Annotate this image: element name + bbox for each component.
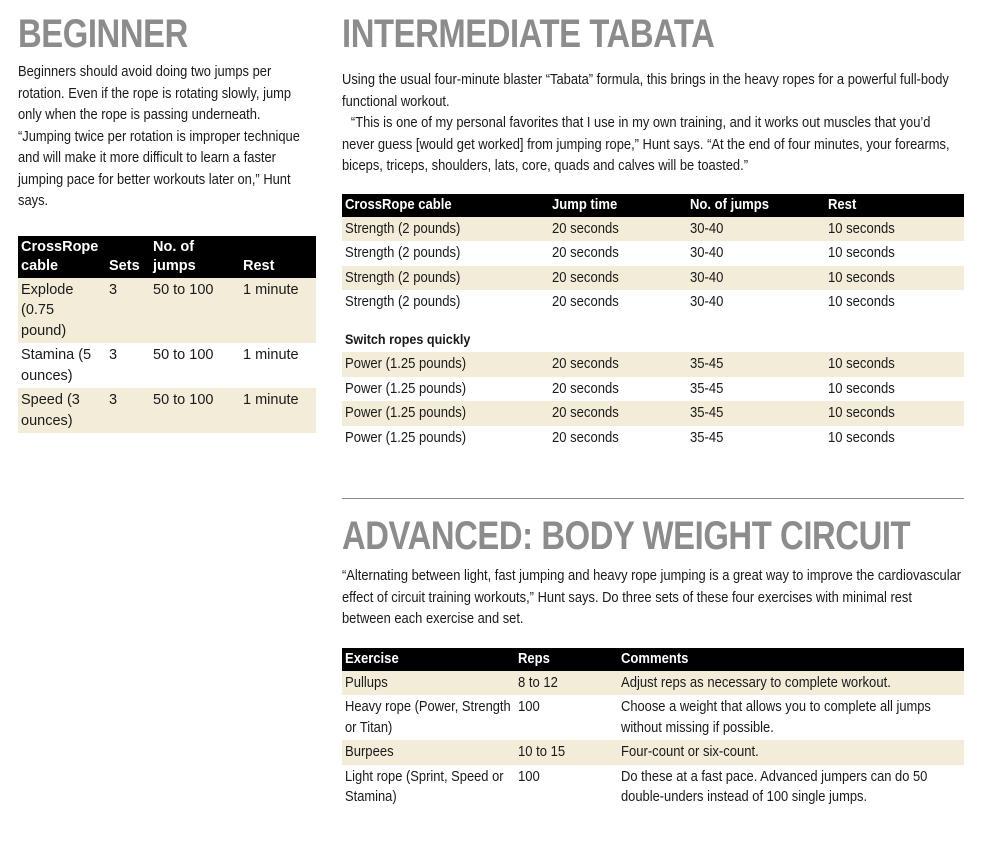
header-cell: Rest — [240, 236, 316, 278]
table-cell: 10 seconds — [828, 245, 895, 261]
table-row — [342, 290, 964, 315]
table-cell: Explode (0.75 pound) — [18, 278, 106, 344]
table-cell: Light rope (Sprint, Speed or Stamina) — [345, 768, 504, 805]
beginner-table — [18, 236, 316, 434]
table-cell: 10 seconds — [828, 380, 895, 397]
advanced-body — [342, 566, 964, 631]
intermediate-para2-text: “This is one of my personal favorites that I use in my own training, and it works out muscles that you’d never guess [would get worked] from jumping rope,” Hunt says. “At the end of four minutes, your forearms, biceps, triceps, shoulders, lats, core, quads and calves will be toasted.” — [342, 115, 950, 174]
intermediate-para1-text: Using the usual four-minute blaster “Tabata” formula, this brings in the heavy ropes for a powerful full-body functional workout. — [342, 72, 949, 110]
beginner-table-header — [18, 236, 316, 278]
beginner-section — [18, 10, 316, 433]
table-cell: Pullups — [342, 671, 515, 696]
table-row — [342, 352, 964, 377]
beginner-body — [18, 62, 316, 213]
table-cell: 30-40 — [690, 294, 724, 310]
header-cell: Jump time — [549, 194, 687, 217]
table-cell: Power (1.25 pounds) — [345, 380, 467, 397]
table-cell: 3 — [106, 388, 150, 433]
table-cell: Power (1.25 pounds) — [342, 401, 549, 426]
table-cell: 10 to 15 — [515, 740, 618, 765]
table-row — [342, 266, 964, 291]
table-cell: Stamina (5 ounces) — [21, 347, 92, 384]
intermediate-section — [342, 10, 964, 450]
table-row — [342, 377, 964, 402]
table-cell: 30-40 — [687, 217, 825, 242]
table-cell: 20 seconds — [552, 380, 619, 397]
advanced-section — [342, 512, 964, 810]
table-cell: Strength (2 pounds) — [342, 266, 549, 291]
table-cell: 30-40 — [690, 245, 724, 261]
table-row — [342, 426, 964, 451]
advanced-table — [342, 648, 964, 810]
table-cell: 10 seconds — [825, 401, 964, 426]
table-row — [18, 388, 316, 433]
intermediate-table — [342, 194, 964, 451]
table-cell: 35-45 — [687, 401, 825, 426]
header-cell: CrossRope cable — [342, 194, 549, 217]
table-cell: 20 seconds — [552, 429, 619, 446]
section-divider — [342, 498, 964, 499]
table-cell: 10 seconds — [825, 352, 964, 377]
header-cell: No. of jumps — [687, 194, 825, 217]
table-cell: 35-45 — [690, 429, 724, 446]
switch-ropes-label: Switch ropes quickly — [345, 330, 471, 347]
advanced-table-header — [342, 648, 964, 671]
table-cell: 20 seconds — [552, 294, 619, 310]
table-cell: 8 to 12 — [515, 671, 618, 696]
table-cell: Do these at a fast pace. Advanced jumpers can do 50 double-unders instead of 100 single jumps. — [621, 768, 928, 805]
table-cell: 35-45 — [687, 352, 825, 377]
table-cell: Strength (2 pounds) — [345, 294, 461, 310]
table-row — [342, 401, 964, 426]
table-cell: 1 minute — [243, 347, 299, 363]
table-row — [342, 217, 964, 242]
table-row — [342, 671, 964, 696]
table-row — [342, 740, 964, 765]
intermediate-table-header — [342, 194, 964, 217]
table-cell: 20 seconds — [549, 266, 687, 291]
header-cell: Exercise — [342, 648, 515, 671]
table-cell: Adjust reps as necessary to complete workout. — [618, 671, 964, 696]
switch-ropes-row — [342, 315, 964, 353]
table-cell: Speed (3 ounces) — [18, 388, 106, 433]
header-cell: Reps — [515, 648, 618, 671]
table-cell: 3 — [109, 347, 118, 363]
intermediate-para2 — [342, 113, 964, 178]
table-cell: 50 to 100 — [153, 347, 214, 363]
table-cell: 20 seconds — [552, 245, 619, 261]
table-cell: 50 to 100 — [150, 278, 240, 344]
advanced-title: ADVANCED: BODY WEIGHT CIRCUIT — [342, 514, 911, 558]
table-row — [342, 695, 964, 740]
table-cell: Strength (2 pounds) — [345, 245, 461, 261]
table-cell: Power (1.25 pounds) — [345, 429, 467, 446]
table-cell: 20 seconds — [549, 352, 687, 377]
header-cell: No. of jumps — [150, 236, 240, 278]
table-cell: Heavy rope (Power, Strength or Titan) — [345, 699, 511, 736]
table-cell: 10 seconds — [825, 266, 964, 291]
table-cell: 3 — [106, 278, 150, 344]
table-cell: 30-40 — [687, 266, 825, 291]
table-cell: 10 seconds — [825, 217, 964, 242]
table-cell: 1 minute — [240, 278, 316, 344]
table-row — [18, 343, 316, 388]
table-cell: 100 — [518, 699, 540, 715]
table-cell: Choose a weight that allows you to complete all jumps without missing if possible. — [621, 699, 931, 736]
table-cell: Four-count or six-count. — [618, 740, 964, 765]
header-cell: Sets — [106, 236, 150, 278]
intermediate-para1 — [342, 70, 964, 113]
header-cell: Rest — [825, 194, 964, 217]
beginner-body-text: Beginners should avoid doing two jumps per rotation. Even if the rope is rotating slowly, jump only when the rope is passing underneath. “Jumping twice per rotation is improper technique and will make it more difficult to learn a faster jumping pace for better workouts later on,” Hunt says. — [18, 64, 300, 209]
table-row — [342, 241, 964, 266]
table-cell: 100 — [518, 768, 540, 785]
beginner-title: BEGINNER — [18, 12, 188, 56]
advanced-body-text: “Alternating between light, fast jumping and heavy rope jumping is a great way to improve the cardiovascular effect of circuit training workouts,” Hunt says. Do three sets of these four exercises with minimal rest between each exercise and set. — [342, 568, 962, 627]
table-cell: 1 minute — [240, 388, 316, 433]
table-cell: Strength (2 pounds) — [342, 217, 549, 242]
header-cell: Comments — [618, 648, 964, 671]
table-cell: 50 to 100 — [150, 388, 240, 433]
table-row — [342, 765, 964, 810]
header-cell: CrossRope cable — [18, 236, 106, 278]
table-cell: 20 seconds — [549, 401, 687, 426]
table-cell: Power (1.25 pounds) — [342, 352, 549, 377]
table-row — [18, 278, 316, 344]
table-cell: 20 seconds — [549, 217, 687, 242]
table-cell: 35-45 — [690, 380, 724, 397]
table-cell: 10 seconds — [828, 429, 895, 446]
intermediate-title: INTERMEDIATE TABATA — [342, 12, 715, 56]
table-cell: Burpees — [342, 740, 515, 765]
table-cell: 10 seconds — [828, 294, 895, 310]
